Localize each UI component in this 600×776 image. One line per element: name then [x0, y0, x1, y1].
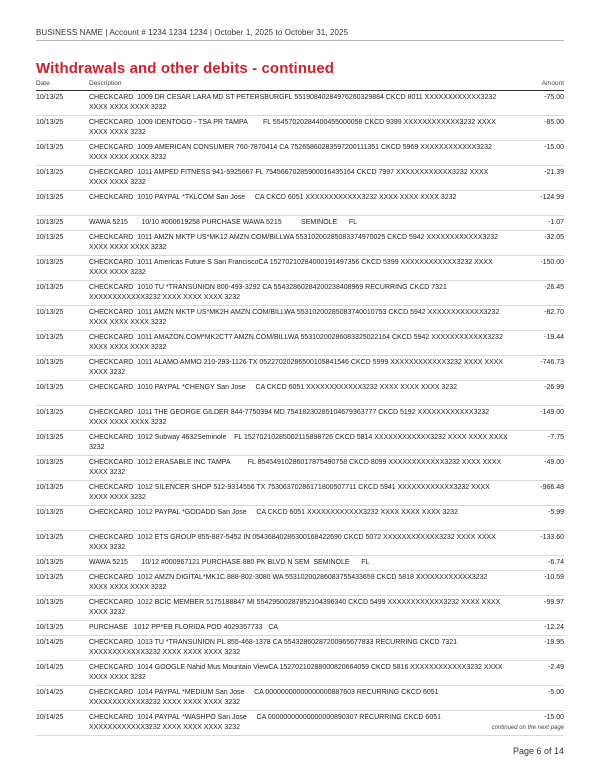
transaction-amount: -15.00: [544, 144, 564, 151]
header-divider: [36, 40, 564, 41]
continued-note: continued on the next page: [491, 725, 564, 731]
table-row: [36, 571, 564, 596]
transaction-date: 10/13/25: [36, 509, 64, 516]
table-row: [36, 596, 564, 621]
table-row: [36, 141, 564, 166]
transaction-amount: -32.05: [544, 234, 564, 241]
table-row: [36, 431, 564, 456]
transaction-description: CHECKCARD 1013 TU *TRANSUNION PL 855-468-1378 CA 55432860287200965677833 RECURRING CKCD 7321 XXXXXXXXXXXX3232 XXXX XXXX XXXX 3232: [89, 639, 460, 656]
table-row: [36, 481, 564, 506]
transaction-date: 10/13/25: [36, 334, 64, 341]
transaction-date: 10/13/25: [36, 484, 64, 491]
column-header-description: Description: [89, 80, 122, 87]
table-row: [36, 306, 564, 331]
transaction-date: 10/13/25: [36, 624, 64, 631]
transaction-description: CHECKCARD 1012 ETS GROUP 855-887-5452 IN 05436840286300168422690 CKCD 5072 XXXXXXXXXXXX3232 XXXX XXXX XXXX 3232: [89, 534, 498, 551]
transaction-date: 10/13/25: [36, 259, 64, 266]
table-row: [36, 216, 564, 231]
table-row: [36, 621, 564, 636]
transaction-description: CHECKCARD 1012 AMZN DIGITAL*MK1C 888-802-3080 WA 55310200286083755433659 CKCD 5818 XXXXXXXXXXXX3232 XXXX XXXX XXXX 3232: [89, 574, 490, 591]
transaction-amount: -85.00: [544, 119, 564, 126]
transaction-amount: -26.99: [544, 384, 564, 391]
transaction-description: CHECKCARD 1011 THE GEORGE GILDER 844-7750394 MD 75418230285104679363777 CKCD 5192 XXXXXXXXXXXX3232 XXXX XXXX XXXX 3232: [89, 409, 492, 426]
table-row: [36, 506, 564, 531]
transaction-description: CHECKCARD 1011 ALAMO AMMO 210-293-1126 TX 05227020286500105841546 CKCD 5999 XXXXXXXXXXXX3232 XXXX XXXX XXXX 3232: [89, 359, 505, 376]
transaction-amount: -150.00: [540, 259, 564, 266]
transaction-amount: -10.59: [544, 574, 564, 581]
transaction-amount: -82.70: [544, 309, 564, 316]
transaction-date: 10/13/25: [36, 559, 64, 566]
transaction-amount: -15.00: [544, 714, 564, 721]
transaction-date: 10/13/25: [36, 534, 64, 541]
transaction-amount: -966.48: [540, 484, 564, 491]
transaction-date: 10/14/25: [36, 639, 64, 646]
transaction-amount: -99.97: [544, 599, 564, 606]
transaction-amount: -75.00: [544, 94, 564, 101]
transaction-description: CHECKCARD 1010 PAYPAL *CHENGY San Jose CA CKCD 6051 XXXXXXXXXXXX3232 XXXX XXXX XXXX 3232: [89, 384, 458, 391]
transaction-date: 10/14/25: [36, 664, 64, 671]
transaction-amount: -19.44: [544, 334, 564, 341]
transaction-amount: -149.00: [540, 409, 564, 416]
transaction-description: CHECKCARD 1012 BCIC MEMBER 5175188847 MI 55429500287852104396340 CKCD 5499 XXXXXXXXXXXX3232 XXXX XXXX XXXX 3232: [89, 599, 503, 616]
transaction-description: WAWA 5215 10/12 #000967121 PURCHASE 880 PK BLVD N SEM SEMINOLE FL: [89, 559, 370, 566]
transaction-amount: -746.73: [540, 359, 564, 366]
table-row: [36, 531, 564, 556]
transaction-description: WAWA 5215 10/10 #000619258 PURCHASE WAWA 5215 SEMINOLE FL: [89, 219, 358, 226]
transaction-amount: -124.99: [540, 194, 564, 201]
table-row: [36, 91, 564, 116]
table-row: [36, 331, 564, 356]
transaction-date: 10/13/25: [36, 119, 64, 126]
transaction-date: 10/13/25: [36, 599, 64, 606]
statement-header: BUSINESS NAME | Account # 1234 1234 1234 | October 1, 2025 to October 31, 2025: [36, 28, 349, 37]
transaction-amount: -5.99: [548, 509, 564, 516]
transaction-date: 10/13/25: [36, 144, 64, 151]
transaction-description: CHECKCARD 1009 AMERICAN CONSUMER 760-7870414 CA 75265860283597200111351 CKCD 5969 XXXXXXXXXXXX3232 XXXX XXXX XXXX 3232: [89, 144, 494, 161]
table-row: [36, 711, 564, 736]
transaction-amount: -49.00: [544, 459, 564, 466]
transaction-amount: -19.95: [544, 639, 564, 646]
transaction-date: 10/14/25: [36, 689, 64, 696]
transaction-description: CHECKCARD 1012 ERASABLE INC TAMPA FL 85454910286017875490758 CKCD 8099 XXXXXXXXXXXX3232 XXXX XXXX XXXX 3232: [89, 459, 504, 476]
transaction-description: CHECKCARD 1011 AMAZON.COM*MK2CT7 AMZN.COM/BILLWA 55310200286083325022164 CKCD 5942 XXXXXXXXXXXX3232 XXXX XXXX XXXX 3232: [89, 334, 505, 351]
table-row: [36, 356, 564, 381]
transaction-date: 10/13/25: [36, 219, 64, 226]
transaction-description: CHECKCARD 1011 AMZN MKTP US*MK2H AMZN.COM/BILLWA 55310200285083740010753 CKCD 5942 XXXXXXXXXXXX3232 XXXX XXXX XXXX 3232: [89, 309, 502, 326]
table-row: [36, 256, 564, 281]
column-header-date: Date: [36, 80, 50, 87]
transaction-amount: -1.07: [548, 219, 564, 226]
transaction-description: CHECKCARD 1014 PAYPAL *MEDIUM San Jose CA 00000000000000000887603 RECURRING CKCD 6051 XXXXXXXXXXXX3232 XXXX XXXX XXXX 3232: [89, 689, 441, 706]
table-row: [36, 191, 564, 216]
column-header-amount: Amount: [541, 80, 564, 87]
transaction-description: CHECKCARD 1010 TU *TRANSUNION 800-493-3292 CA 55432860284200238408969 RECURRING CKCD 7321 XXXXXXXXXXXX3232 XXXX XXXX XXXX 3232: [89, 284, 449, 301]
transaction-date: 10/13/25: [36, 409, 64, 416]
transaction-amount: -21.39: [544, 169, 564, 176]
transaction-description: CHECKCARD 1011 AMPED FITNESS 941-5925667 FL 75456670285900016435164 CKCD 7997 XXXXXXXXXXXX3232 XXXX XXXX XXXX 3232: [89, 169, 491, 186]
transactions-table: [36, 91, 564, 736]
transaction-date: 10/13/25: [36, 309, 64, 316]
transaction-amount: -2.49: [548, 664, 564, 671]
transaction-date: 10/13/25: [36, 574, 64, 581]
table-row: [36, 166, 564, 191]
transaction-date: 10/13/25: [36, 434, 64, 441]
transaction-description: CHECKCARD 1014 GOOGLE Nahid Mus Mountain ViewCA 15270210288000820664059 CKCD 5816 XXXXXXXXXXXX3232 XXXX XXXX XXXX 3232: [89, 664, 505, 681]
transaction-description: CHECKCARD 1009 DR CESAR LARA MD ST PETERSBURGFL 55190840284976260329884 CKCD 8011 XXXXXXXXXXXX3232 XXXX XXXX XXXX 3232: [89, 94, 499, 111]
transaction-amount: -5.00: [548, 689, 564, 696]
transaction-amount: -133.60: [540, 534, 564, 541]
table-row: [36, 661, 564, 686]
transaction-date: 10/13/25: [36, 94, 64, 101]
table-row: [36, 231, 564, 256]
table-row: [36, 456, 564, 481]
transaction-date: 10/13/25: [36, 459, 64, 466]
transaction-description: CHECKCARD 1011 Americas Future S San FranciscoCA 15270210284000191497356 CKCD 5399 XXXXXXXXXXXX3232 XXXX XXXX XXXX 3232: [89, 259, 495, 276]
transaction-date: 10/13/25: [36, 169, 64, 176]
transaction-description: CHECKCARD 1009 IDENTOGO - TSA PR TAMPA FL 55457020284400455000058 CKCD 9399 XXXXXXXXXXXX3232 XXXX XXXX XXXX 3232: [89, 119, 498, 136]
table-row: [36, 686, 564, 711]
transaction-description: CHECKCARD 1012 SILENCER SHOP 512-9314556 TX 75306370286171800507711 CKCD 5941 XXXXXXXXXXXX3232 XXXX XXXX XXXX 3232: [89, 484, 492, 501]
transaction-description: CHECKCARD 1012 Subway 4632Seminole FL 15270210285002115898726 CKCD 5814 XXXXXXXXXXXX3232 XXXX XXXX XXXX 3232: [89, 434, 510, 451]
table-row: [36, 281, 564, 306]
table-row: [36, 116, 564, 141]
transaction-date: 10/13/25: [36, 359, 64, 366]
transaction-amount: -12.24: [544, 624, 564, 631]
transaction-description: CHECKCARD 1012 PAYPAL *GODADD San Jose CA CKCD 6051 XXXXXXXXXXXX3232 XXXX XXXX XXXX 3232: [89, 509, 458, 516]
transaction-date: 10/13/25: [36, 194, 64, 201]
table-row: [36, 556, 564, 571]
transaction-description: CHECKCARD 1011 AMZN MKTP US*MK12 AMZN.COM/BILLWA 55310200285083374970025 CKCD 5942 XXXXXXXXXXXX3232 XXXX XXXX XXXX 3232: [89, 234, 501, 251]
transaction-date: 10/13/25: [36, 384, 64, 391]
page-number: Page 6 of 14: [512, 746, 564, 756]
transaction-description: CHECKCARD 1014 PAYPAL *WASHPO San Jose CA 00000000000000000890307 RECURRING CKCD 6051 XXXXXXXXXXXX3232 XXXX XXXX XXXX 3232: [89, 714, 443, 731]
section-title: Withdrawals and other debits - continued: [36, 60, 335, 77]
table-row: [36, 636, 564, 661]
table-row: [36, 381, 564, 406]
transaction-amount: -7.75: [548, 434, 564, 441]
transaction-description: PURCHASE 1012 PP*EB FLORIDA POD 4029357733 CA: [89, 624, 279, 631]
transaction-amount: -6.74: [548, 559, 564, 566]
transaction-amount: -26.45: [544, 284, 564, 291]
table-row: [36, 406, 564, 431]
column-headers: [36, 80, 564, 90]
transaction-date: 10/13/25: [36, 284, 64, 291]
transaction-date: 10/13/25: [36, 234, 64, 241]
transaction-description: CHECKCARD 1010 PAYPAL *TKLCOM San Jose CA CKCD 6051 XXXXXXXXXXXX3232 XXXX XXXX XXXX 3232: [89, 194, 457, 201]
transaction-date: 10/14/25: [36, 714, 64, 721]
